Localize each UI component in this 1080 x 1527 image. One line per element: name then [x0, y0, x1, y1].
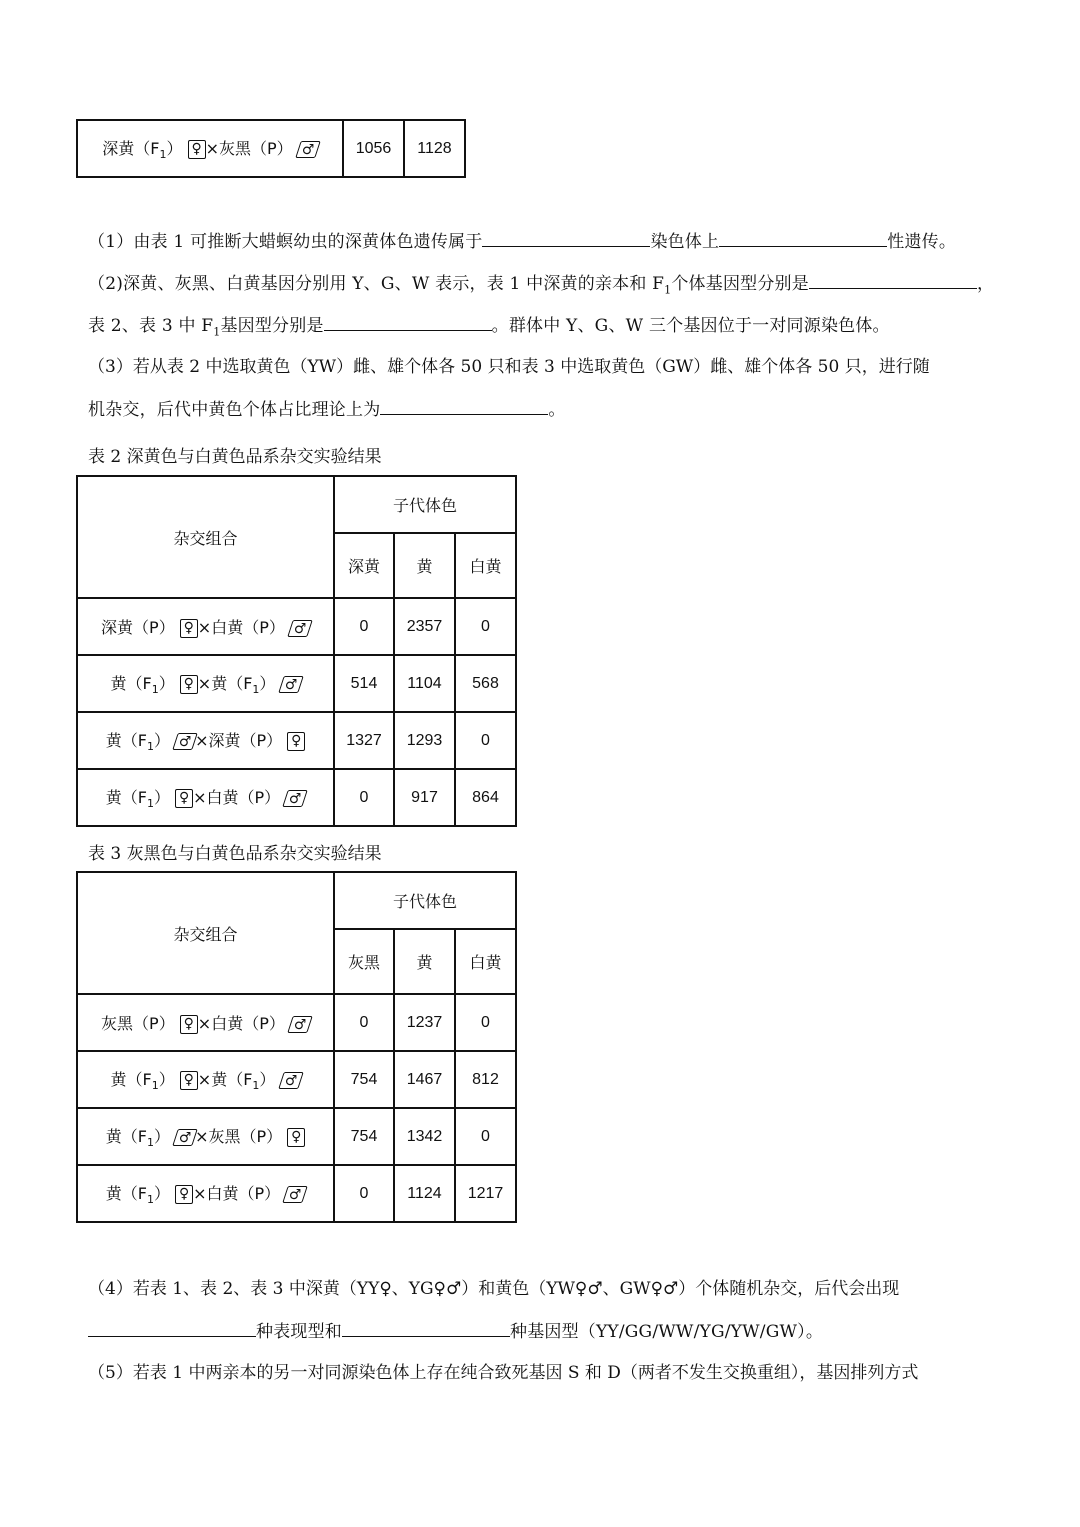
value-cell: 812 [455, 1051, 516, 1108]
value-cell: 864 [455, 769, 516, 826]
answer-blank[interactable] [342, 1320, 510, 1337]
answer-blank[interactable] [380, 398, 548, 415]
male-icon: ♂ [172, 1129, 198, 1146]
cross-cell: 黄$(F_1)$ ♂ ×灰黑（P） ♀ [77, 1108, 334, 1165]
value-cell: 1467 [394, 1051, 455, 1108]
table-row [77, 994, 516, 1051]
female-icon: ♀ [180, 1015, 198, 1034]
answer-blank[interactable] [719, 230, 887, 247]
value-cell: 0 [455, 712, 516, 769]
answer-blank[interactable] [482, 230, 650, 247]
male-icon: ♂ [287, 1016, 313, 1033]
table-row [77, 1051, 516, 1108]
male-icon: ♂ [287, 620, 313, 637]
value-cell: 1128 [404, 120, 465, 177]
cross-cell: 灰黑（P） ♀ ×白黄（P） ♂ [77, 994, 334, 1051]
question-5-line-1: （5）若表 1 中两亲本的另一对同源染色体上存在纯合致死基因 S 和 D（两者不发生交换重组），基因排列方式 [88, 1363, 919, 1383]
value-cell: 568 [455, 655, 516, 712]
male-icon: ♂ [295, 141, 321, 158]
header-offspring: 子代体色 [334, 476, 516, 533]
cross-cell: 黄$(F_1)$ ♀ ×黄$(F_1)$ ♂ [77, 1051, 334, 1108]
value-cell: 2357 [394, 598, 455, 655]
table-row [77, 769, 516, 826]
cross-cell: 深黄（P） ♀ ×白黄（P） ♂ [77, 598, 334, 655]
female-icon: ♀ [188, 140, 206, 159]
value-cell: 1327 [334, 712, 394, 769]
value-cell: 0 [334, 1165, 394, 1222]
column-header: 深黄 [334, 533, 394, 598]
value-cell: 1217 [455, 1165, 516, 1222]
female-icon: ♀ [180, 1071, 198, 1090]
table-row [77, 1108, 516, 1165]
header-cross: 杂交组合 [77, 476, 334, 598]
value-cell: 0 [455, 598, 516, 655]
header-offspring: 子代体色 [334, 872, 516, 929]
value-cell: 754 [334, 1108, 394, 1165]
female-icon: ♀ [180, 619, 198, 638]
value-cell: 1237 [394, 994, 455, 1051]
question-2-line-2: 表 2、表 3 中 $F_1$基因型分别是 。群体中 Y、G、W 三个基因位于一对同源染色体。 [88, 316, 890, 339]
table2-caption: 表 2 深黄色与白黄色品系杂交实验结果 [88, 447, 382, 467]
value-cell: 0 [455, 1108, 516, 1165]
female-icon: ♀ [287, 732, 305, 751]
value-cell: 0 [334, 769, 394, 826]
male-icon: ♂ [282, 790, 308, 807]
header-row [77, 476, 516, 533]
value-cell: 0 [334, 994, 394, 1051]
female-icon: ♀ [175, 1185, 193, 1204]
male-icon: ♂ [282, 1186, 308, 1203]
column-header: 灰黑 [334, 929, 394, 994]
female-icon: ♀ [175, 789, 193, 808]
table3-caption: 表 3 灰黑色与白黄色品系杂交实验结果 [88, 844, 382, 864]
table3 [76, 871, 517, 1223]
cross-cell: 黄$(F_1)$ ♀ ×黄$(F_1)$ ♂ [77, 655, 334, 712]
column-header: 黄 [394, 533, 455, 598]
male-icon: ♂ [278, 1072, 304, 1089]
value-cell: 0 [455, 994, 516, 1051]
question-3-line-1: （3）若从表 2 中选取黄色（YW）雌、雄个体各 50 只和表 3 中选取黄色（GW）雌、雄个体各 50 只，进行随 [88, 357, 930, 377]
question-4-line-1: （4）若表 1、表 2、表 3 中深黄（YY♀、YG♀♂）和黄色（YW♀♂、GW♀♂）个体随机杂交，后代会出现 [88, 1279, 900, 1299]
table2 [76, 475, 517, 827]
table-row [77, 120, 465, 177]
question-2-line-1: （2)深黄、灰黑、白黄基因分别用 Y、G、W 表示，表 1 中深黄的亲本和 $F_1$个体基因型分别是 ， [88, 274, 995, 297]
cross-cell: 黄$(F_1)$ ♂ ×深黄（P） ♀ [77, 712, 334, 769]
value-cell: 514 [334, 655, 394, 712]
answer-blank[interactable] [88, 1320, 256, 1337]
column-header: 黄 [394, 929, 455, 994]
cross-cell: 黄$(F_1)$ ♀ ×白黄（P） ♂ [77, 1165, 334, 1222]
cross-cell: 深黄$(F_1)$ ♀ ×灰黑（P） ♂ [77, 120, 343, 177]
value-cell: 1056 [343, 120, 404, 177]
value-cell: 1104 [394, 655, 455, 712]
table-row [77, 655, 516, 712]
column-header: 白黄 [455, 929, 516, 994]
value-cell: 0 [334, 598, 394, 655]
question-3-line-2: 机杂交，后代中黄色个体占比理论上为 。 [88, 400, 566, 420]
female-icon: ♀ [287, 1128, 305, 1147]
male-icon: ♂ [278, 676, 304, 693]
table1-fragment [76, 119, 466, 178]
column-header: 白黄 [455, 533, 516, 598]
male-icon: ♂ [172, 733, 198, 750]
value-cell: 1293 [394, 712, 455, 769]
value-cell: 917 [394, 769, 455, 826]
table-row [77, 598, 516, 655]
female-icon: ♀ [180, 675, 198, 694]
value-cell: 1124 [394, 1165, 455, 1222]
header-cross: 杂交组合 [77, 872, 334, 994]
table-row [77, 1165, 516, 1222]
header-row [77, 872, 516, 929]
answer-blank[interactable] [809, 272, 977, 289]
value-cell: 1342 [394, 1108, 455, 1165]
cross-cell: 黄$(F_1)$ ♀ ×白黄（P） ♂ [77, 769, 334, 826]
question-4-line-2: 种表现型和 种基因型（YY/GG/WW/YG/YW/GW）。 [88, 1320, 823, 1343]
question-1: （1）由表 1 可推断大蜡螟幼虫的深黄体色遗传属于 染色体上 性遗传。 [88, 232, 957, 252]
value-cell: 754 [334, 1051, 394, 1108]
answer-blank[interactable] [324, 314, 492, 331]
table-row [77, 712, 516, 769]
